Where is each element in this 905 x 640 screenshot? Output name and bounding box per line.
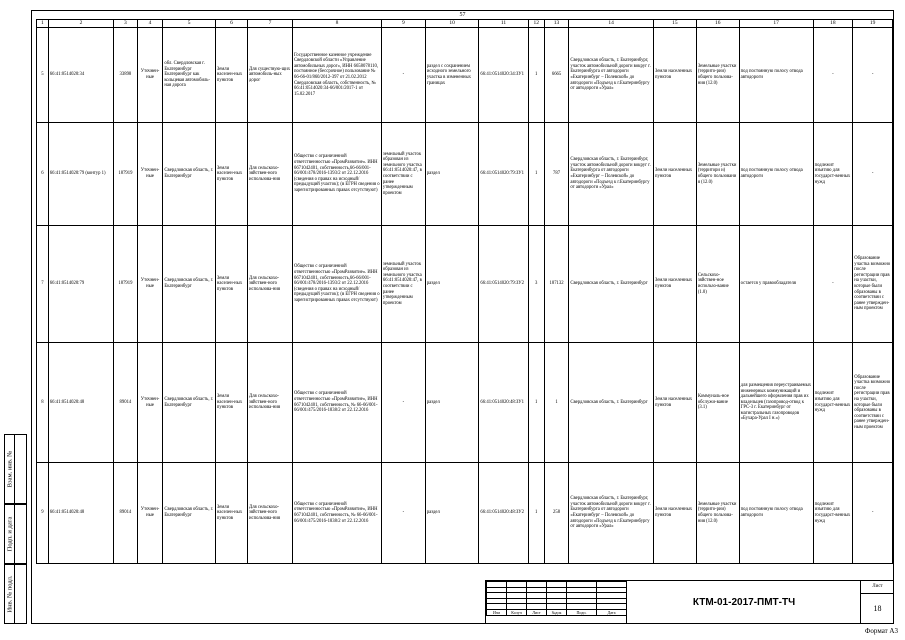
table-cell: под постоянную полосу отвода автодороги: [739, 28, 813, 123]
table-cell: обл. Свердловская г. Екатеринбург Екатеринбург как кольцевая автомобиль-ная дорога: [163, 28, 215, 123]
table-cell: Свердловская область, г. Екатеринбург: [163, 123, 215, 226]
revision-grid: [486, 581, 627, 616]
column-number: 19: [853, 20, 893, 28]
table-cell: 66:41:0514020:48: [48, 343, 113, 463]
table-cell: Свердловская область, г. Екатеринбург, участок автомобильной дороги вокруг г. Екатеринбурга от автодороги «Екатеринбург – Полевской» до автодороги «Подъезд к г.Екатеринбургу от автодороги «Урал»: [569, 463, 654, 564]
table-cell: Земельные участки (террито-рии) общего пользова-ния (12.0): [696, 463, 739, 564]
column-number: 10: [425, 20, 479, 28]
table-row: [37, 463, 893, 564]
column-number: 13: [544, 20, 569, 28]
stamp-header-date: Дата: [597, 609, 627, 615]
table-cell: 1: [528, 343, 544, 463]
table-cell: раздел: [425, 226, 479, 343]
sheet-number-box: [860, 581, 894, 623]
table-cell: 89014: [114, 343, 138, 463]
table-cell: Для существую-щих автомобиль-ных дорог: [248, 28, 293, 123]
column-number: 16: [696, 20, 739, 28]
table-cell: остается у правообладателя: [739, 226, 813, 343]
column-number: 9: [381, 20, 425, 28]
table-cell: Земли населенных пунктов: [653, 28, 696, 123]
table-cell: Общество с ограниченной ответственностью «ПромРазвитие». ИНН 6671042401, собственность,66-66/001-66/001/478/2016-1393/2 от 22.12.2016 (сведения о правах на исходный/ предыдущий участок); (в ЕГРН сведения о зарегистрированных правах отсутствуют): [292, 123, 381, 226]
table-cell: 66:41:0514020:79: [48, 226, 113, 343]
stamp-header-count: Колуч: [507, 609, 527, 615]
table-cell: Земли населен-ных пунктов: [215, 28, 247, 123]
table-cell: 66:41:0514020:48: [48, 463, 113, 564]
column-number: 11: [479, 20, 528, 28]
table-cell: 1: [528, 28, 544, 123]
table-cell: -: [381, 28, 425, 123]
table-cell: 1: [528, 123, 544, 226]
table-cell: Земли населенных пунктов: [653, 463, 696, 564]
column-number: 2: [48, 20, 113, 28]
table-cell: подлежит изъятию для государст-венных нужд: [813, 343, 853, 463]
table-cell: Земельные участки (территори и) общего пользовани я (12.0): [696, 123, 739, 226]
table-cell: 6: [37, 123, 49, 226]
column-number: 7: [248, 20, 293, 28]
table-cell: -: [813, 226, 853, 343]
stamp-header-sheet: Лист: [527, 609, 547, 615]
column-number-row: [37, 20, 893, 28]
side-label-original-inv: Инв. № подл.: [6, 575, 13, 613]
table-cell: земельный участок образован из земельного участка 66:41:0514020:47, в соответствии с ранее утвержденным проектом: [381, 226, 425, 343]
table-cell: 8: [37, 343, 49, 463]
table-cell: Уточнен-ные: [137, 123, 163, 226]
table-cell: земельный участок образован из земельного участка 66:41:0514020:47, в соответствии с ранее утвержденным проектом: [381, 123, 425, 226]
table-row: [37, 343, 893, 463]
table-cell: 1: [544, 343, 569, 463]
table-cell: под постоянную полосу отвода автодороги: [739, 123, 813, 226]
table-cell: раздел: [425, 123, 479, 226]
table-cell: 187919: [114, 226, 138, 343]
table-cell: Образование участка возможно после регистрации прав на участки, которые были образованы в соответствии с ранее утвержден-ным проектом: [853, 226, 893, 343]
table-cell: 258: [544, 463, 569, 564]
table-cell: 89014: [114, 463, 138, 564]
table-cell: Уточнен-ные: [137, 226, 163, 343]
table-cell: Сельскохо-зяйствен-ное использо-вание (1.0): [696, 226, 739, 343]
table-cell: 66:41:0514020:48:ЗУ2: [479, 463, 528, 564]
document-code: КТМ-01-2017-ПМТ-ТЧ: [626, 581, 861, 623]
table-cell: 66:41:0514020:79 (контур 1): [48, 123, 113, 226]
table-cell: Земельные участки (террито-рии) общего пользова-ния (12.0): [696, 28, 739, 123]
stamp-header-signature: Подп.: [567, 609, 597, 615]
table-cell: Свердловская область, г. Екатеринбург: [569, 343, 654, 463]
drawing-sheet: [31, 10, 894, 624]
table-cell: Общество с ограниченной ответственностью «ПромРазвитие», ИНН 6671042401, собственность, № 66-66/001-66/001/475/2016-1838/2 от 22.12.2016: [292, 343, 381, 463]
table-row: [37, 28, 893, 123]
title-block: [485, 580, 894, 624]
table-cell: Свердловская область, г. Екатеринбург, участок автомобильной дороги вокруг г. Екатеринбурга от автодороги «Екатеринбург – Полевской» до автодороги «Подъезд к г.Екатеринбургу от автодороги «Урал»: [569, 28, 654, 123]
table-cell: Образование участка возможно после регистрации прав на участки, которые были образованы в соответствии с ранее утвержден-ным проектом: [853, 343, 893, 463]
page-number: 57: [459, 12, 466, 18]
table-cell: 66:41:0514020:34: [48, 28, 113, 123]
column-number: 4: [137, 20, 163, 28]
table-cell: Свердловская область, г. Екатеринбург, участок автомобильной дороги вокруг г. Екатеринбурга от автодороги «Екатеринбург – Полевской» до автодороги «Подъезд к г.Екатеринбургу от автодороги «Урал»: [569, 123, 654, 226]
side-stamp-signature-date: [4, 504, 27, 564]
table-cell: Свердловская область, г. Екатеринбург: [163, 463, 215, 564]
table-row: [37, 123, 893, 226]
table-cell: Свердловская область, г. Екатеринбург: [163, 343, 215, 463]
column-number: 14: [569, 20, 654, 28]
sheet-number: 18: [873, 604, 882, 613]
table-cell: 187132: [544, 226, 569, 343]
table-cell: 66:41:0514020:79:ЗУ1: [479, 123, 528, 226]
table-cell: для размещения переустраиваемых инженерных коммуникаций и дальнейшего оформления прав их владельцев (газопровод-отвод к ГРС-3 г. Екатеринбург от магистральных газопроводов «Бухара-Урал I н.»): [739, 343, 813, 463]
format-label: Формат А3: [864, 627, 898, 635]
table-cell: под постоянную полосу отвода автодороги: [739, 463, 813, 564]
table-row: [37, 226, 893, 343]
stamp-header-change: Изм: [487, 609, 507, 615]
table-cell: Государственное казенное учреждение Свердловской области «Управление автомобильных дорог», ИНН 6658078110, постоянное (бессрочное) пользование № 66-66-01/860/2012-397 от 21.02.2012 Свердловская область, собственность, № 66:41:0514020:34-66/001/2017-1 от 15.02.2017: [292, 28, 381, 123]
table-cell: -: [853, 123, 893, 226]
table-cell: 66:41:0514020:48:ЗУ1: [479, 343, 528, 463]
column-number: 12: [528, 20, 544, 28]
table-cell: Уточнен-ные: [137, 28, 163, 123]
table-cell: Земли населен-ных пунктов: [215, 463, 247, 564]
table-cell: -: [381, 463, 425, 564]
column-number: 3: [114, 20, 138, 28]
table-cell: Для сельскохо-зяйствен-ного использова-ния: [248, 343, 293, 463]
land-plot-register-table: [36, 19, 893, 564]
table-cell: Уточнен-ные: [137, 463, 163, 564]
table-cell: Земли населенных пунктов: [653, 343, 696, 463]
stamp-header-doc-number: №док: [547, 609, 567, 615]
table-cell: Земли населен-ных пунктов: [215, 123, 247, 226]
table-cell: Для сельскохо-зяйствен-ного использова-ния: [248, 463, 293, 564]
table-cell: раздел: [425, 463, 479, 564]
column-number: 17: [739, 20, 813, 28]
table-cell: 9: [37, 463, 49, 564]
table-cell: подлежит изъятию для государст-венных нужд: [813, 123, 853, 226]
column-number: 1: [37, 20, 49, 28]
table-cell: 187919: [114, 123, 138, 226]
table-cell: 1: [528, 463, 544, 564]
table-cell: Земли населен-ных пунктов: [215, 343, 247, 463]
table-cell: раздел: [425, 343, 479, 463]
table-cell: 66:41:0514020:79:ЗУ2: [479, 226, 528, 343]
table-cell: Общество с ограниченной ответственностью «ПромРазвитие». ИНН 6671042401, собственность,66-66/001-66/001/478/2016-1393/2 от 22.12.2016 (сведения о правах на исходный/ предыдущий участок); (в ЕГРН сведения о зарегистрированных правах отсутствуют): [292, 226, 381, 343]
column-number: 18: [813, 20, 853, 28]
table-cell: раздел с сохранением исходного земельного участка в измененных границах: [425, 28, 479, 123]
table-cell: Земли населенных пунктов: [653, 123, 696, 226]
column-number: 6: [215, 20, 247, 28]
side-label-signature-date: Подп. и дата: [6, 516, 13, 552]
table-cell: -: [813, 28, 853, 123]
table-cell: -: [853, 28, 893, 123]
table-cell: 3: [528, 226, 544, 343]
table-cell: -: [853, 463, 893, 564]
table-cell: -: [381, 343, 425, 463]
table-cell: 7: [37, 226, 49, 343]
table-cell: Земли населенных пунктов: [653, 226, 696, 343]
table-cell: 6665: [544, 28, 569, 123]
table-cell: 5: [37, 28, 49, 123]
table-cell: Для сельскохо-зяйствен-ного использова-ния: [248, 123, 293, 226]
table-cell: Свердловская область, г. Екатеринбург: [569, 226, 654, 343]
table-cell: Земли населен-ных пунктов: [215, 226, 247, 343]
side-stamp-replacement-inv: [4, 434, 27, 504]
table-cell: Для сельскохо-зяйствен-ного использова-ния: [248, 226, 293, 343]
side-label-replacement-inv: Взам. инв. №: [6, 450, 13, 488]
sheet-label: Лист: [861, 581, 894, 594]
table-cell: Коммуналь-ное обслужи-вание (3.1): [696, 343, 739, 463]
table-cell: 787: [544, 123, 569, 226]
column-number: 15: [653, 20, 696, 28]
table-cell: 66:41:0514020:34:ЗУ1: [479, 28, 528, 123]
side-stamp-original-inv: [4, 564, 27, 624]
table-cell: Уточнен-ные: [137, 343, 163, 463]
table-cell: Общество с ограниченной ответственностью «ПромРазвитие», ИНН 6671042401, собственность, № 66-66/001-66/001/475/2016-1838/2 от 22.12.2016: [292, 463, 381, 564]
table-cell: подлежит изъятию для государст-венных нужд: [813, 463, 853, 564]
column-number: 5: [163, 20, 215, 28]
table-cell: 33898: [114, 28, 138, 123]
table-cell: Свердловская область, г. Екатеринбург: [163, 226, 215, 343]
column-number: 8: [292, 20, 381, 28]
